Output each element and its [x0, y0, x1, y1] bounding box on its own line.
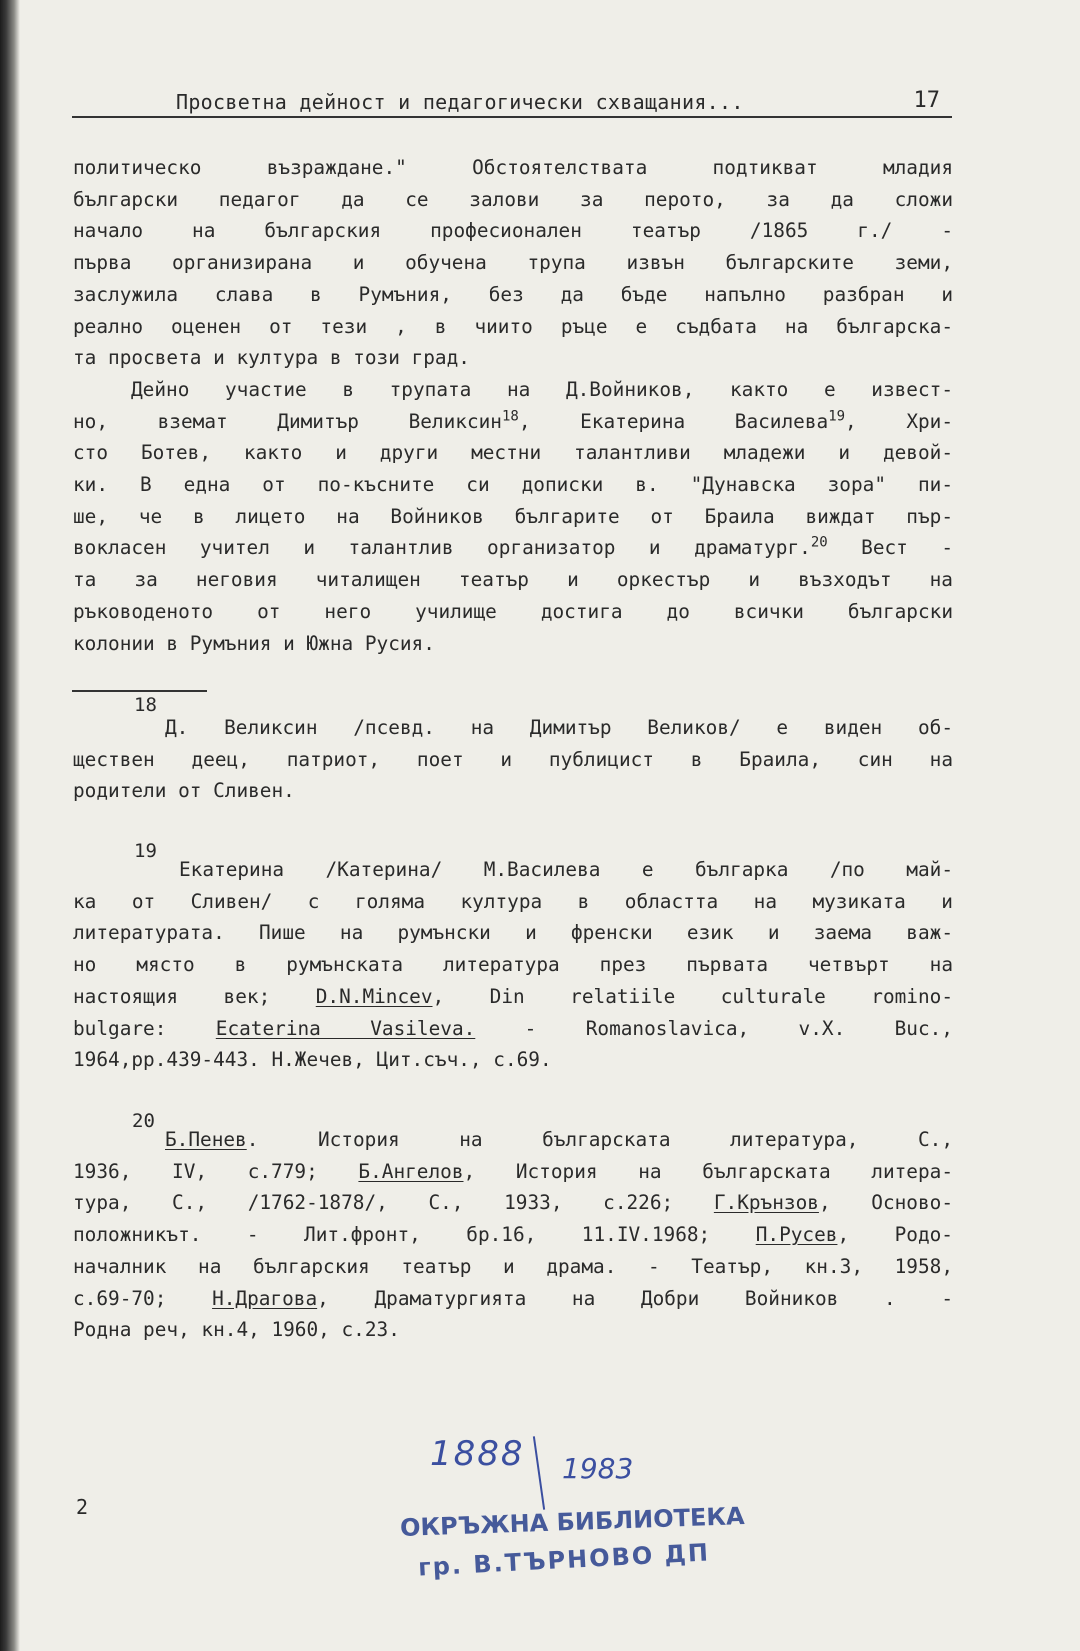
library-stamp — [400, 1430, 760, 1590]
footnote-line: 1964,pp.439-443. Н.Жечев, Цит.съч., с.69. — [73, 1048, 552, 1072]
stamp-library-name: ОКРЪЖНА БИБЛИОТЕКА — [399, 1501, 745, 1543]
page-number: 17 — [913, 88, 940, 113]
footnote-line: литературата. Пише на румънски и френски език и заема важ- — [73, 921, 953, 945]
footnote-number-18: 18 — [134, 694, 157, 716]
footnote-line: Екатерина /Катерина/ М.Василева е българка /по май- — [179, 858, 953, 881]
citation-author: Г.Крънзов — [713, 1191, 819, 1215]
footnote-ref-19[interactable]: 19 — [828, 408, 846, 425]
stamp-year: 1983 — [562, 1452, 634, 1485]
text-line: ръководеното от него училище достига до всички български — [73, 599, 953, 623]
footnote-line: Б.Пенев. История на българската литература, С., — [165, 1128, 953, 1151]
text-line: реално оценен от тези , в чиито ръце е съдбата на българска- — [73, 314, 953, 338]
main-text — [73, 152, 953, 659]
text-line: та за неговия читалищен театър и оркестър и възходът на — [73, 568, 953, 592]
inventory-number: 1888 — [430, 1434, 525, 1474]
citation-author: Б.Ангелов — [358, 1159, 464, 1183]
footnote-line: положникът. - Лит.фронт, бр.16, 11.IV.1968; П.Русев, Родо- — [73, 1223, 953, 1247]
citation-author: П.Русев — [755, 1223, 838, 1247]
text-line: но, вземат Димитър Великсин$^{18}$, Екатерина Василева$^{19}$, Хри- — [73, 408, 954, 433]
header-title: Просветна дейност и педагогически схващания... — [176, 90, 744, 114]
footnote-line: Д. Великсин /псевд. на Димитър Великов/ е виден об- — [165, 716, 953, 739]
text-line: български педагог да се залови за перото, за да сложи — [73, 187, 953, 211]
text-line: вокласен учител и талантлив организатор и драматург.$^{20}$ Вест - — [73, 534, 953, 560]
text-line: сто Ботев, както и други местни талантливи младежи и девой- — [73, 441, 953, 465]
running-header — [72, 88, 952, 118]
footnote-line: но място в румънската литература през първата четвърт на — [73, 953, 953, 977]
footnote-number-19: 19 — [134, 840, 157, 862]
footnote-line: настоящия век; D.N.Mincev, Din relatiile culturale romino- — [73, 984, 953, 1008]
footnote-line: Родна реч, кн.4, 1960, с.23. — [73, 1318, 400, 1342]
footnote-ref-18[interactable]: 18 — [501, 408, 519, 425]
footnote-number-20: 20 — [132, 1110, 155, 1132]
handwritten-divider — [533, 1436, 545, 1510]
text-line: Дейно участие в трупата на Д.Войников, както е извест- — [131, 377, 953, 401]
footnote-line: с.69-70; Н.Драгова, Драматургията на Добри Войников . - — [73, 1286, 953, 1310]
footnote-line: тура, С., /1762-1878/, С., 1933, с.226; Г.Крънзов, Осново- — [73, 1191, 953, 1215]
footnote-ref-20[interactable]: 20 — [810, 534, 828, 551]
citation-title: Ecaterina Vasileva. — [215, 1016, 476, 1040]
sheet-number: 2 — [76, 1495, 89, 1519]
text-line: начало на българския професионален театър /1865 г./ - — [73, 219, 953, 243]
footnote-line: началник на българския театър и драма. - Театър, кн.3, 1958, — [73, 1254, 953, 1278]
book-spine-shadow — [0, 0, 20, 1651]
footnote-line: ществен деец, патриот, поет и публицист в Браила, син на — [73, 747, 953, 771]
footnote-separator — [72, 690, 207, 692]
footnote-line: родители от Сливен. — [73, 779, 295, 803]
text-line: ки. В една от по-късните си дописки в. "Дунавска зора" пи- — [73, 473, 953, 497]
footnote-19 — [73, 854, 953, 1076]
text-line: та просвета и култура в този град. — [73, 346, 470, 370]
footnote-20 — [73, 1124, 953, 1346]
footnote-line: 1936, IV, с.779; Б.Ангелов, История на българската литера- — [73, 1159, 954, 1183]
text-line: заслужила слава в Румъния, без да бъде напълно разбран и — [73, 282, 953, 306]
text-line: ше, че в лицето на Войников българите от Браила виждат пър- — [73, 504, 953, 528]
footnote-line: ка от Сливен/ с голяма култура в областта на музиката и — [73, 889, 953, 913]
text-line: колонии в Румъния и Южна Русия. — [73, 631, 435, 655]
footnote-line: bulgare: Ecaterina Vasileva. - Romanoslavica, v.X. Buc., — [73, 1016, 953, 1040]
text-line: политическо възраждане." Обстоятелствата подтикват младия — [73, 156, 953, 179]
citation-author: D.N.Mincev — [315, 984, 433, 1008]
text-line: първа организирана и обучена трупа извън българските земи, — [73, 251, 953, 275]
citation-author: Б.Пенев — [165, 1128, 247, 1151]
stamp-city: гр. В.ТЪРНОВО ДП — [417, 1538, 711, 1582]
citation-author: Н.Драгова — [212, 1286, 318, 1310]
footnote-18 — [73, 712, 953, 807]
